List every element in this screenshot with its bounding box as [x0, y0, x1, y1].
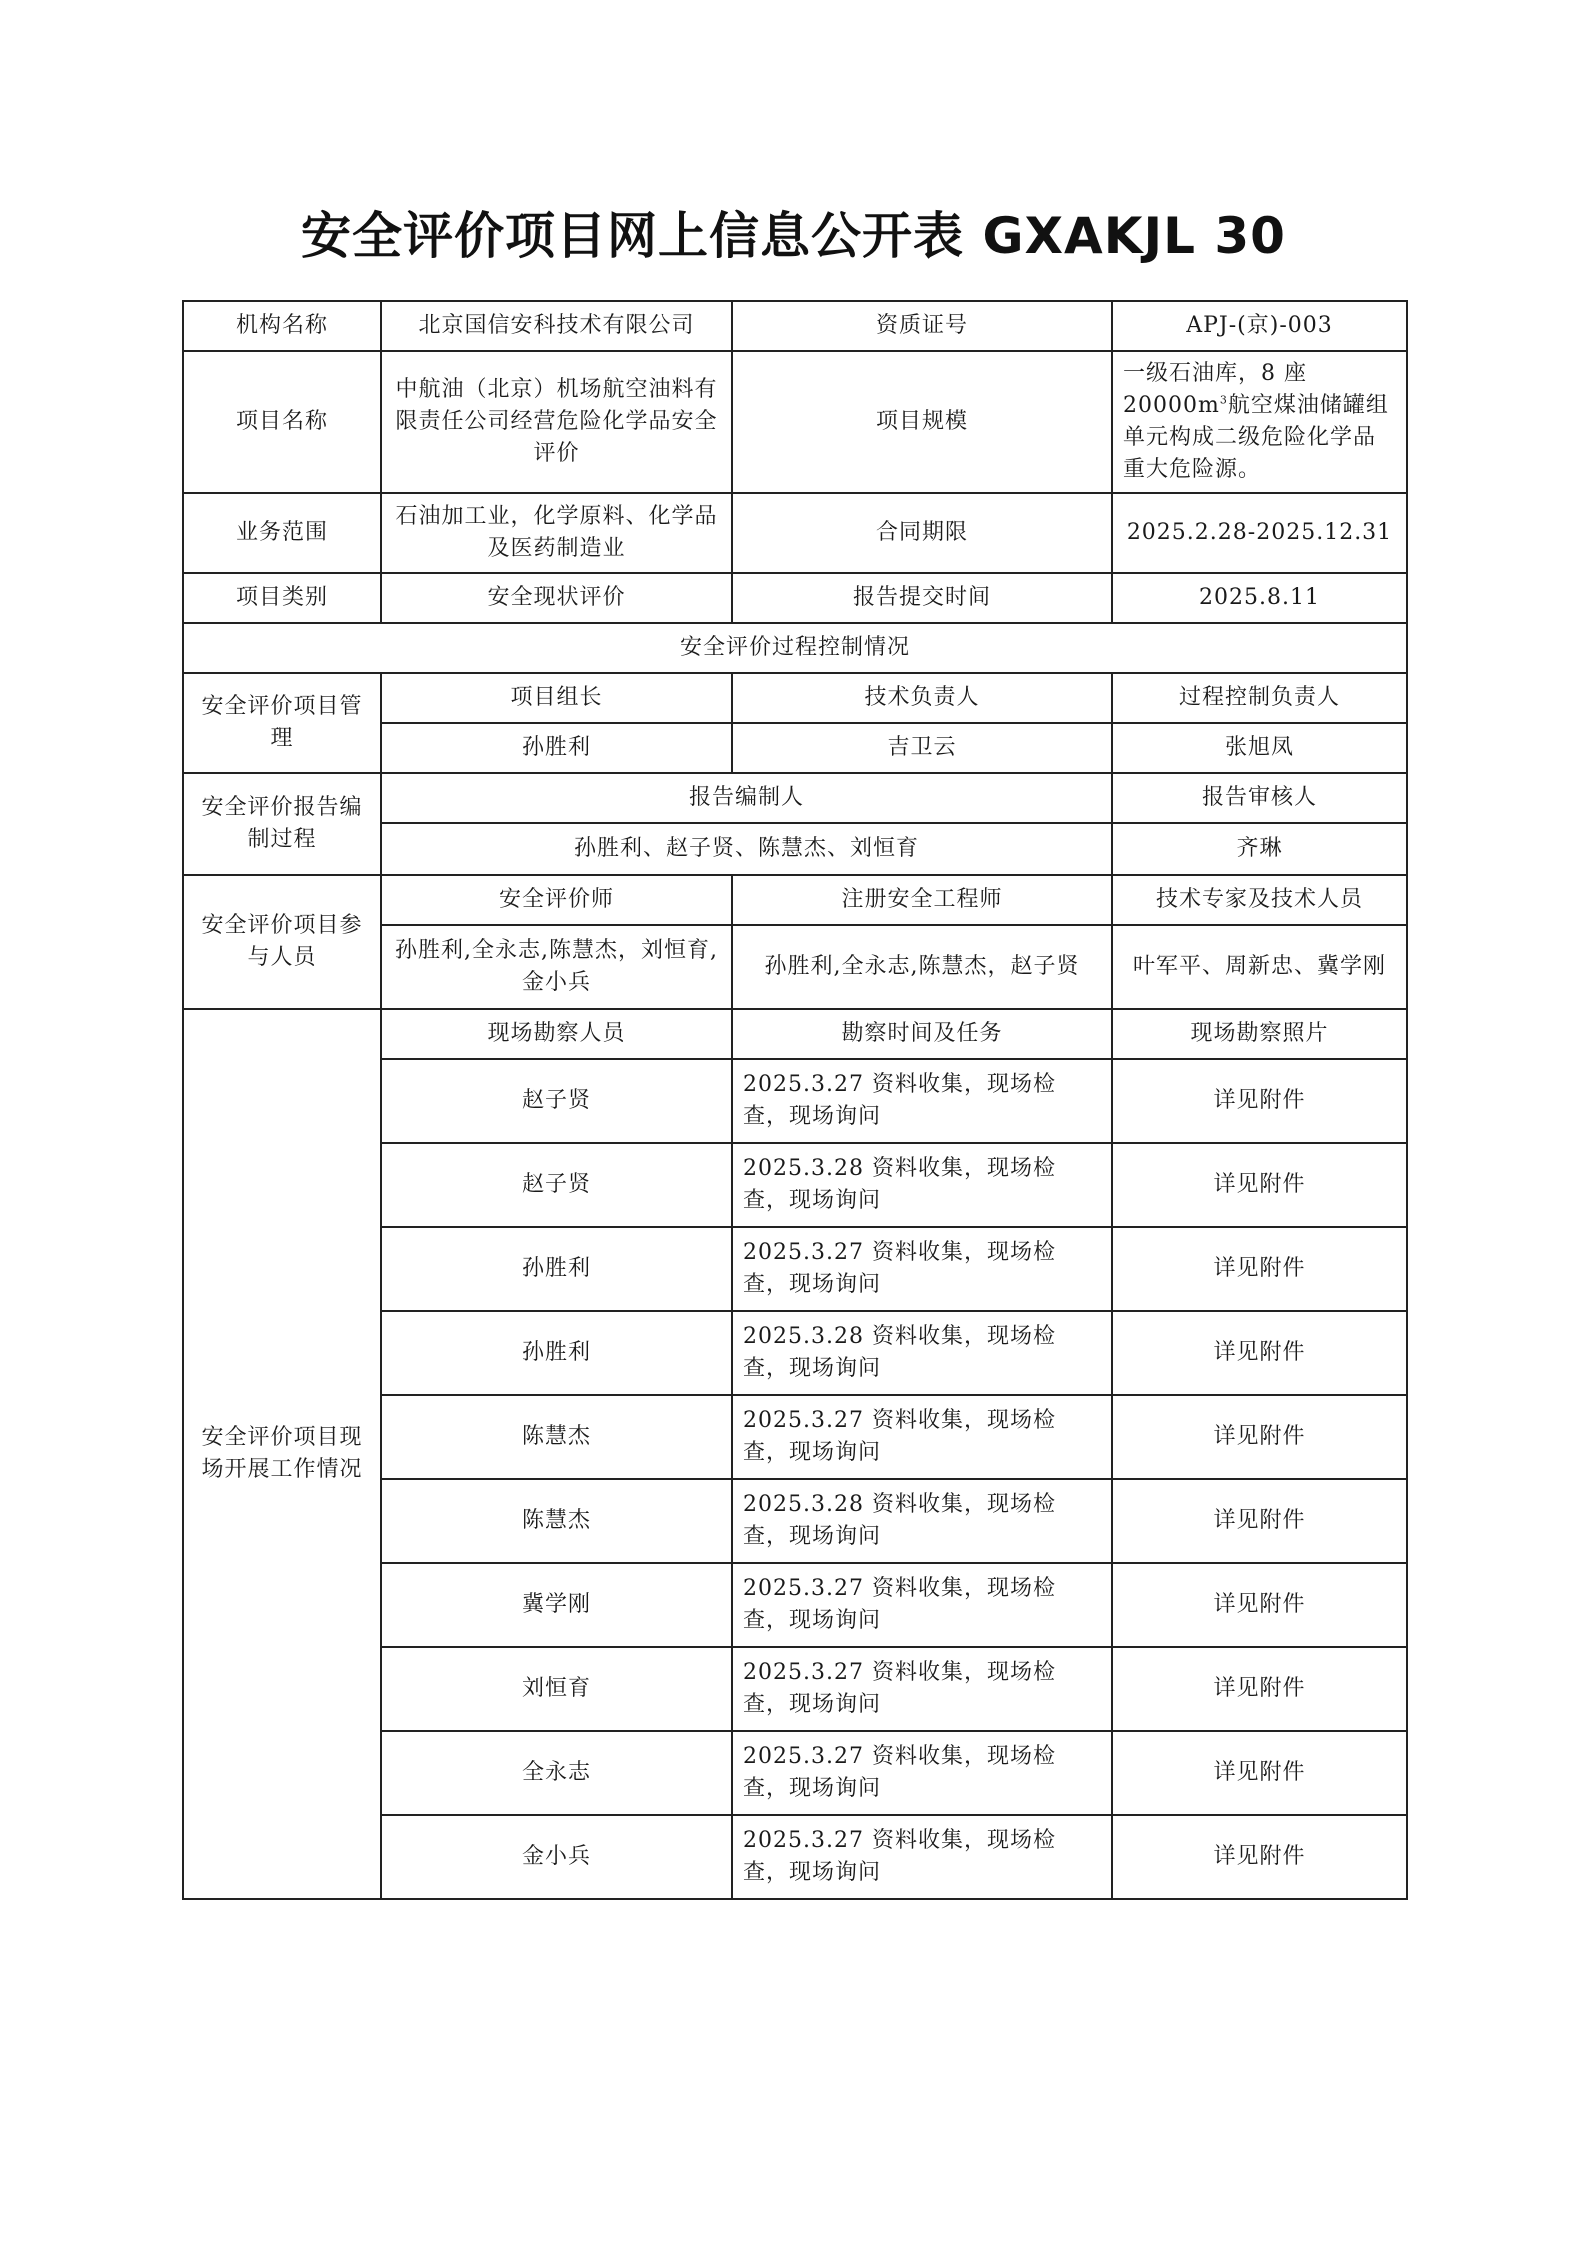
project-scale-value	[1112, 351, 1407, 493]
engineers-value: 孙胜利,全永志,陈慧杰，赵子贤	[732, 925, 1112, 1009]
type-value: 安全现状评价	[381, 573, 732, 623]
control-label: 过程控制负责人	[1112, 673, 1407, 723]
row-participants-head	[183, 875, 1407, 925]
survey-person: 冀学刚	[381, 1563, 732, 1647]
experts-value: 叶军平、周新忠、冀学刚	[1112, 925, 1407, 1009]
row-field-head	[183, 1009, 1407, 1059]
scope-label: 业务范围	[183, 493, 381, 573]
survey-task: 2025.3.27 资料收集，现场检查，现场询问	[732, 1815, 1112, 1899]
project-name-value: 中航油（北京）机场航空油料有限责任公司经营危险化学品安全评价	[381, 351, 732, 493]
survey-photo: 详见附件	[1112, 1143, 1407, 1227]
row-report-head	[183, 773, 1407, 823]
survey-photo: 详见附件	[1112, 1395, 1407, 1479]
row-business	[183, 493, 1407, 573]
type-label: 项目类别	[183, 573, 381, 623]
survey-person: 刘恒育	[381, 1647, 732, 1731]
org-label: 机构名称	[183, 301, 381, 351]
report-label: 安全评价报告编制过程	[183, 773, 381, 875]
tech-value: 吉卫云	[732, 723, 1112, 773]
survey-person: 孙胜利	[381, 1227, 732, 1311]
participants-label: 安全评价项目参与人员	[183, 875, 381, 1009]
expert-label: 技术专家及技术人员	[1112, 875, 1407, 925]
survey-photo: 详见附件	[1112, 1059, 1407, 1143]
term-value: 2025.2.28-2025.12.31	[1112, 493, 1407, 573]
survey-photo: 详见附件	[1112, 1563, 1407, 1647]
info-table	[182, 300, 1408, 1900]
survey-person: 孙胜利	[381, 1311, 732, 1395]
row-category	[183, 573, 1407, 623]
leader-value: 孙胜利	[381, 723, 732, 773]
scale-text-before: 一级石油库，8 座 20000m	[1123, 361, 1307, 418]
survey-person: 陈慧杰	[381, 1395, 732, 1479]
tech-label: 技术负责人	[732, 673, 1112, 723]
cert-value: APJ-(京)-003	[1112, 301, 1407, 351]
survey-photo: 详见附件	[1112, 1311, 1407, 1395]
survey-task: 2025.3.27 资料收集，现场检查，现场询问	[732, 1647, 1112, 1731]
survey-task: 2025.3.28 资料收集，现场检查，现场询问	[732, 1143, 1112, 1227]
org-value: 北京国信安科技术有限公司	[381, 301, 732, 351]
survey-person: 赵子贤	[381, 1059, 732, 1143]
field-col-photo: 现场勘察照片	[1112, 1009, 1407, 1059]
control-value: 张旭凤	[1112, 723, 1407, 773]
survey-person: 金小兵	[381, 1815, 732, 1899]
project-name-label: 项目名称	[183, 351, 381, 493]
survey-photo: 详见附件	[1112, 1731, 1407, 1815]
survey-photo: 详见附件	[1112, 1479, 1407, 1563]
survey-photo: 详见附件	[1112, 1815, 1407, 1899]
field-col-person: 现场勘察人员	[381, 1009, 732, 1059]
field-label: 安全评价项目现场开展工作情况	[183, 1009, 381, 1899]
field-col-task: 勘察时间及任务	[732, 1009, 1112, 1059]
survey-task: 2025.3.27 资料收集，现场检查，现场询问	[732, 1563, 1112, 1647]
writer-label: 报告编制人	[381, 773, 1112, 823]
evaluator-label: 安全评价师	[381, 875, 732, 925]
survey-task: 2025.3.28 资料收集，现场检查，现场询问	[732, 1479, 1112, 1563]
cert-label: 资质证号	[732, 301, 1112, 351]
reviewer-label: 报告审核人	[1112, 773, 1407, 823]
term-label: 合同期限	[732, 493, 1112, 573]
row-project	[183, 351, 1407, 493]
scale-superscript: 3	[1219, 393, 1228, 407]
submit-value: 2025.8.11	[1112, 573, 1407, 623]
engineer-label: 注册安全工程师	[732, 875, 1112, 925]
survey-task: 2025.3.28 资料收集，现场检查，现场询问	[732, 1311, 1112, 1395]
survey-photo: 详见附件	[1112, 1227, 1407, 1311]
submit-label: 报告提交时间	[732, 573, 1112, 623]
leader-label: 项目组长	[381, 673, 732, 723]
row-org	[183, 301, 1407, 351]
survey-task: 2025.3.27 资料收集，现场检查，现场询问	[732, 1059, 1112, 1143]
process-header: 安全评价过程控制情况	[183, 623, 1407, 673]
survey-person: 赵子贤	[381, 1143, 732, 1227]
row-management-head	[183, 673, 1407, 723]
survey-person: 陈慧杰	[381, 1479, 732, 1563]
row-process-header	[183, 623, 1407, 673]
scale-text-after: 航空煤油储罐组单元构成二级危险化学品重大危险源。	[1123, 393, 1389, 482]
survey-task: 2025.3.27 资料收集，现场检查，现场询问	[732, 1227, 1112, 1311]
scope-value: 石油加工业，化学原料、化学品及医药制造业	[381, 493, 732, 573]
writers-value: 孙胜利、赵子贤、陈慧杰、刘恒育	[381, 823, 1112, 875]
management-label: 安全评价项目管理	[183, 673, 381, 773]
survey-task: 2025.3.27 资料收集，现场检查，现场询问	[732, 1731, 1112, 1815]
reviewer-value: 齐琳	[1112, 823, 1407, 875]
project-scale-label: 项目规模	[732, 351, 1112, 493]
page-title: 安全评价项目网上信息公开表 GXAKJL 30	[301, 207, 1286, 265]
survey-photo: 详见附件	[1112, 1647, 1407, 1731]
survey-person: 全永志	[381, 1731, 732, 1815]
evaluators-value: 孙胜利,全永志,陈慧杰，刘恒育,金小兵	[381, 925, 732, 1009]
survey-task: 2025.3.27 资料收集，现场检查，现场询问	[732, 1395, 1112, 1479]
